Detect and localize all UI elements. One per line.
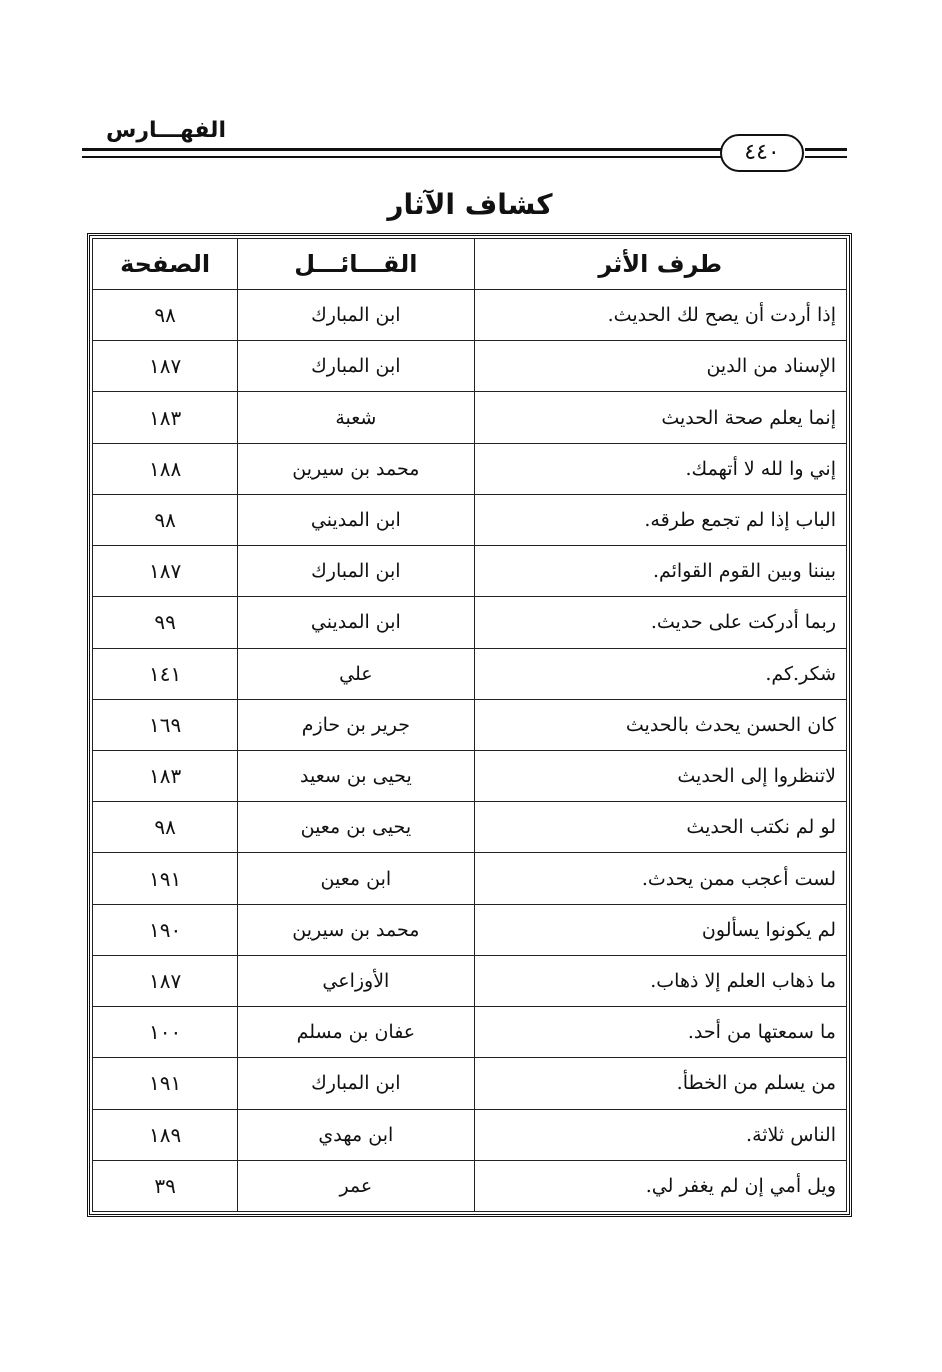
athar-text-cell: إني وا لله لا أتهمك. bbox=[474, 443, 846, 494]
athar-text-cell: من يسلم من الخطأ. bbox=[474, 1058, 846, 1109]
page-number-cell: ١٨٧ bbox=[93, 546, 238, 597]
sayer-cell: شعبة bbox=[238, 392, 474, 443]
table-row bbox=[93, 597, 847, 648]
table-row bbox=[93, 341, 847, 392]
page-number-cell: ٩٨ bbox=[93, 494, 238, 545]
sayer-cell: محمد بن سيرين bbox=[238, 904, 474, 955]
page-number-cell: ٣٩ bbox=[93, 1160, 238, 1211]
sayer-cell: ابن مهدي bbox=[238, 1109, 474, 1160]
sayer-cell: ابن المبارك bbox=[238, 341, 474, 392]
page-number-cell: ١٩١ bbox=[93, 1058, 238, 1109]
table-row bbox=[93, 802, 847, 853]
page-number-cell: ١٨٧ bbox=[93, 955, 238, 1006]
column-header-text: طرف الأثر bbox=[474, 239, 846, 290]
sayer-cell: يحيى بن معين bbox=[238, 802, 474, 853]
table-row bbox=[93, 1160, 847, 1211]
page-number-cell: ٩٨ bbox=[93, 290, 238, 341]
athar-text-cell: شكر.كم. bbox=[474, 648, 846, 699]
table-row bbox=[93, 392, 847, 443]
table-row bbox=[93, 750, 847, 801]
sayer-cell: ابن معين bbox=[238, 853, 474, 904]
header-rule-thin bbox=[82, 156, 725, 158]
athar-index-table bbox=[92, 238, 847, 1212]
sayer-cell: محمد بن سيرين bbox=[238, 443, 474, 494]
athar-text-cell: ما سمعتها من أحد. bbox=[474, 1007, 846, 1058]
header-rule-thick bbox=[82, 148, 725, 151]
athar-text-cell: بيننا وبين القوم القوائم. bbox=[474, 546, 846, 597]
athar-text-cell: الإسناد من الدين bbox=[474, 341, 846, 392]
page-header bbox=[0, 0, 942, 190]
header-rule-right-thin bbox=[805, 156, 847, 158]
header-rule-right-thick bbox=[805, 148, 847, 151]
athar-text-cell: لو لم نكتب الحديث bbox=[474, 802, 846, 853]
table-row bbox=[93, 494, 847, 545]
athar-text-cell: الباب إذا لم تجمع طرقه. bbox=[474, 494, 846, 545]
athar-text-cell: الناس ثلاثة. bbox=[474, 1109, 846, 1160]
table-row bbox=[93, 904, 847, 955]
page-number-cell: ١٨٣ bbox=[93, 392, 238, 443]
page-number-cell: ١٨٣ bbox=[93, 750, 238, 801]
sayer-cell: يحيى بن سعيد bbox=[238, 750, 474, 801]
table-row bbox=[93, 955, 847, 1006]
athar-text-cell: لست أعجب ممن يحدث. bbox=[474, 853, 846, 904]
column-header-page: الصفحة bbox=[93, 239, 238, 290]
page-number: ٤٤٠ bbox=[720, 134, 804, 172]
page-number-cell: ١٠٠ bbox=[93, 1007, 238, 1058]
sayer-cell: ابن المبارك bbox=[238, 1058, 474, 1109]
page-number-cell: ١٤١ bbox=[93, 648, 238, 699]
table-row bbox=[93, 290, 847, 341]
sayer-cell: الأوزاعي bbox=[238, 955, 474, 1006]
athar-text-cell: ما ذهاب العلم إلا ذهاب. bbox=[474, 955, 846, 1006]
sayer-cell: علي bbox=[238, 648, 474, 699]
page-number-cell: ١٨٨ bbox=[93, 443, 238, 494]
page-number-cell: ١٩٠ bbox=[93, 904, 238, 955]
sayer-cell: ابن المديني bbox=[238, 597, 474, 648]
athar-text-cell: لاتنظروا إلى الحديث bbox=[474, 750, 846, 801]
table-header-row bbox=[93, 239, 847, 290]
page-number-cell: ١٦٩ bbox=[93, 699, 238, 750]
index-title: كشاف الآثار bbox=[387, 188, 553, 221]
table-body bbox=[93, 290, 847, 1212]
table-row bbox=[93, 853, 847, 904]
page-number-cell: ١٨٧ bbox=[93, 341, 238, 392]
section-name: الفهـــارس bbox=[105, 118, 226, 143]
table-row bbox=[93, 648, 847, 699]
athar-text-cell: ربما أدركت على حديث. bbox=[474, 597, 846, 648]
sayer-cell: عفان بن مسلم bbox=[238, 1007, 474, 1058]
page-number-cell: ٩٨ bbox=[93, 802, 238, 853]
page-number-cell: ٩٩ bbox=[93, 597, 238, 648]
table-row bbox=[93, 546, 847, 597]
athar-text-cell: لم يكونوا يسألون bbox=[474, 904, 846, 955]
athar-text-cell: ويل أمي إن لم يغفر لي. bbox=[474, 1160, 846, 1211]
index-table-frame bbox=[87, 233, 852, 1217]
table-row bbox=[93, 443, 847, 494]
sayer-cell: جرير بن حازم bbox=[238, 699, 474, 750]
athar-text-cell: كان الحسن يحدث بالحديث bbox=[474, 699, 846, 750]
sayer-cell: ابن المبارك bbox=[238, 290, 474, 341]
table-row bbox=[93, 699, 847, 750]
table-row bbox=[93, 1058, 847, 1109]
table-row bbox=[93, 1007, 847, 1058]
page-number-cell: ١٩١ bbox=[93, 853, 238, 904]
page-number-cell: ١٨٩ bbox=[93, 1109, 238, 1160]
sayer-cell: ابن المديني bbox=[238, 494, 474, 545]
column-header-sayer: القـــائـــل bbox=[238, 239, 474, 290]
table-row bbox=[93, 1109, 847, 1160]
sayer-cell: ابن المبارك bbox=[238, 546, 474, 597]
athar-text-cell: إنما يعلم صحة الحديث bbox=[474, 392, 846, 443]
athar-text-cell: إذا أردت أن يصح لك الحديث. bbox=[474, 290, 846, 341]
sayer-cell: عمر bbox=[238, 1160, 474, 1211]
